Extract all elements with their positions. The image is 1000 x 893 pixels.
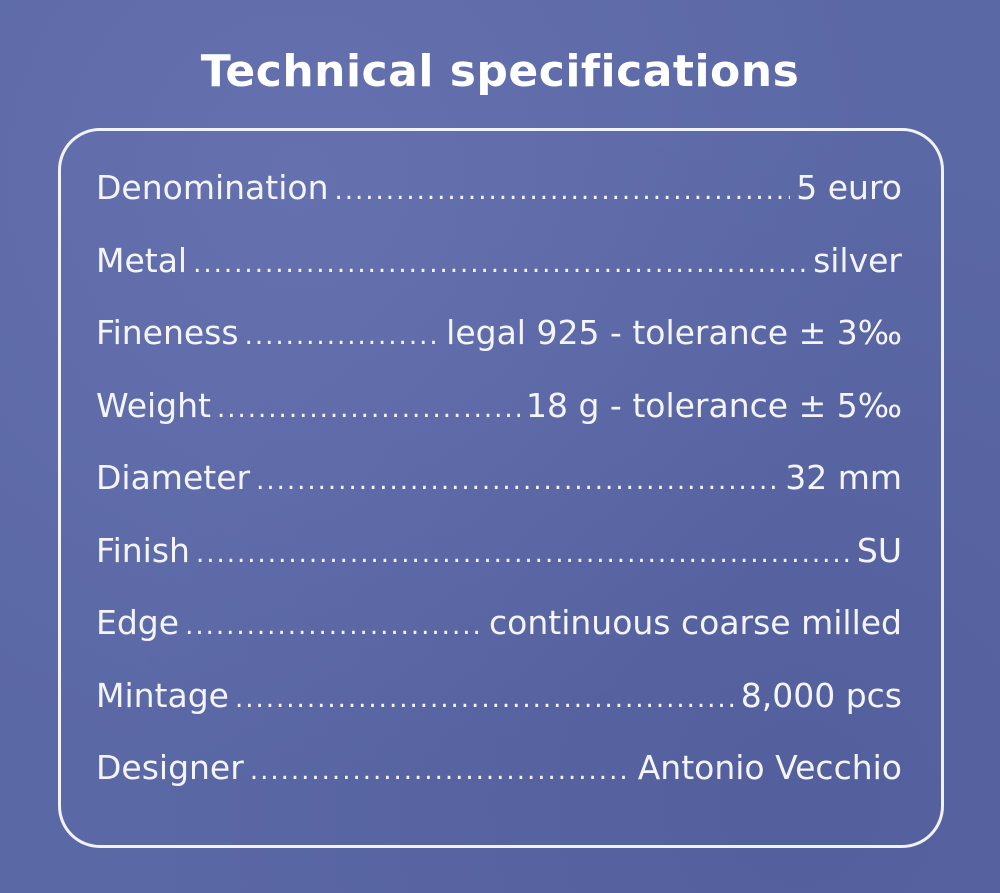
spec-value: continuous coarse milled bbox=[489, 603, 902, 642]
spec-label: Weight bbox=[96, 385, 211, 425]
spec-row-designer bbox=[96, 748, 902, 821]
spec-row-fineness bbox=[96, 313, 902, 386]
spec-label: Diameter bbox=[96, 458, 251, 497]
dot-leader bbox=[196, 539, 851, 569]
spec-label: Mintage bbox=[96, 675, 229, 715]
page-title: Technical specifications bbox=[200, 46, 800, 97]
spec-value: silver bbox=[813, 240, 902, 280]
spec-label: Finish bbox=[96, 530, 190, 570]
specs-list bbox=[96, 168, 902, 821]
dot-leader bbox=[235, 684, 735, 714]
spec-row-edge bbox=[96, 603, 902, 676]
spec-label: Denomination bbox=[96, 168, 329, 207]
spec-label: Designer bbox=[96, 748, 244, 787]
spec-value: 5 euro bbox=[796, 168, 902, 207]
spec-row-finish bbox=[96, 531, 902, 604]
spec-row-mintage bbox=[96, 676, 902, 749]
dot-leader bbox=[256, 466, 779, 496]
dot-leader bbox=[217, 394, 520, 424]
spec-value: SU bbox=[856, 530, 902, 570]
dot-leader bbox=[193, 249, 807, 279]
spec-value: Antonio Vecchio bbox=[637, 748, 902, 787]
spec-row-diameter bbox=[96, 458, 902, 531]
dot-leader bbox=[185, 611, 483, 641]
spec-label: Metal bbox=[96, 240, 188, 280]
spec-row-metal bbox=[96, 241, 902, 314]
spec-label: Edge bbox=[96, 603, 180, 642]
spec-value: 32 mm bbox=[785, 458, 902, 497]
spec-value: 8,000 pcs bbox=[740, 675, 902, 715]
spec-row-weight bbox=[96, 386, 902, 459]
spec-value: 18 g - tolerance ± 5‰ bbox=[526, 385, 902, 425]
dot-leader bbox=[334, 176, 790, 206]
spec-label: Fineness bbox=[96, 313, 239, 352]
spec-value: legal 925 - tolerance ± 3‰ bbox=[446, 313, 902, 352]
spec-row-denomination bbox=[96, 168, 902, 241]
dot-leader bbox=[245, 321, 441, 351]
dot-leader bbox=[250, 756, 632, 786]
